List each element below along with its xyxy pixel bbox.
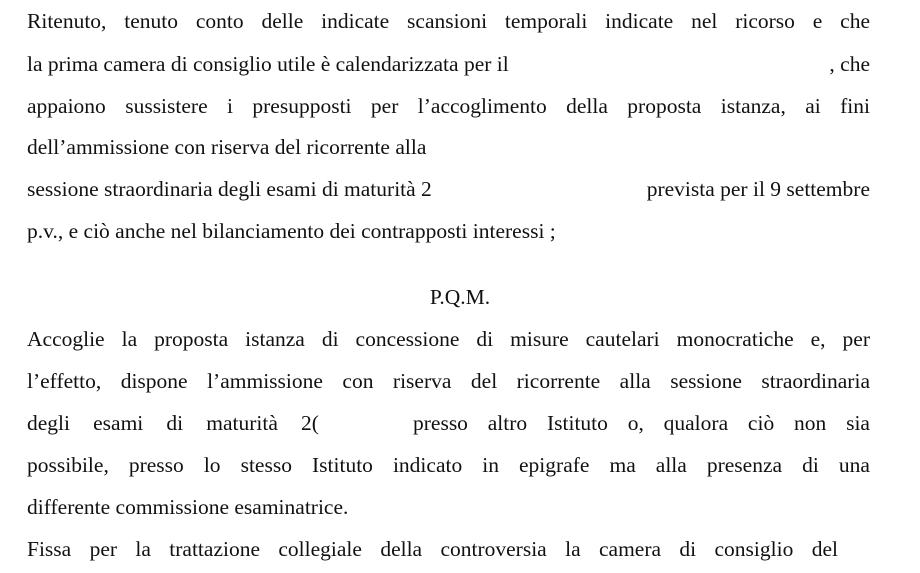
word: Istituto [546,411,608,435]
word: camera [598,537,662,561]
word: ciò [747,411,775,435]
word: alla [655,453,687,477]
paragraph-1-line-3-text: appaiono sussistere i presupposti per l’accoglimento della proposta istanza, ai fini [27,94,870,118]
pqm-heading: P.Q.M. [429,285,491,309]
word: degli [27,411,70,435]
paragraph-1-line-2 [27,51,870,77]
word: della [380,537,423,561]
paragraph-1-line-2-left: la prima camera di consiglio utile è calendarizzata per il [27,52,509,76]
word: di [679,537,697,561]
word: collegiale [278,537,362,561]
paragraph-1-line-5-right: prevista per il 9 settembre [646,177,870,201]
word: lo [203,453,221,477]
paragraph-2-line-5 [27,494,348,520]
word: o, [627,411,644,435]
paragraph-1-line-1-text: Ritenuto, tenuto conto delle indicate scansioni temporali indicate nel ricorso e che [27,9,870,33]
word: 2( [301,411,319,435]
word: esami [93,411,144,435]
word: presso [128,453,184,477]
word: consiglio [714,537,794,561]
word: una [838,453,870,477]
paragraph-2-line-3-left [27,410,319,436]
word: del [811,537,838,561]
word: trattazione [169,537,261,561]
word: di [166,411,184,435]
paragraph-1-line-4 [27,134,426,160]
word: stesso [240,453,292,477]
word: sia [846,411,870,435]
word: Istituto [312,453,373,477]
paragraph-2-line-1 [27,326,870,352]
paragraph-2-line-4 [27,452,870,478]
paragraph-2-line-1-text: Accoglie la proposta istanza di concessione di misure cautelari monocratiche e, per [27,327,870,351]
word: controversia [440,537,547,561]
word: ma [609,453,636,477]
word: di [802,453,819,477]
paragraph-2-line-2 [27,368,870,394]
word: Fissa [27,537,72,561]
word: per [89,537,118,561]
paragraph-1-line-5-left: sessione straordinaria degli esami di maturità 2 [27,177,432,201]
word: presenza [706,453,783,477]
paragraph-2-line-5-text: differente commissione esaminatrice. [27,495,349,519]
word: altro [487,411,528,435]
word: indicato [392,453,463,477]
paragraph-1-line-1 [27,8,870,34]
paragraph-2-line-3-right [413,410,870,436]
word: maturità [206,411,278,435]
word: non [794,411,827,435]
paragraph-1-line-2-right: , che [829,52,870,76]
paragraph-1-line-3 [27,93,870,119]
word: la [565,537,581,561]
word: possibile, [27,453,109,477]
paragraph-1-line-6-text: p.v., e ciò anche nel bilanciamento dei contrapposti interessi ; [27,219,556,243]
word: qualora [663,411,729,435]
paragraph-3-line-1 [27,536,838,562]
word: in [482,453,499,477]
word: la [135,537,151,561]
word: presso [413,411,468,435]
paragraph-1-line-5 [27,176,870,202]
paragraph-1-line-6 [27,218,556,244]
word: epigrafe [519,453,590,477]
paragraph-1-line-4-text: dell’ammissione con riserva del ricorrente alla [27,135,427,159]
paragraph-2-line-2-text: l’effetto, dispone l’ammissione con riserva del ricorrente alla sessione straordinaria [27,369,870,393]
